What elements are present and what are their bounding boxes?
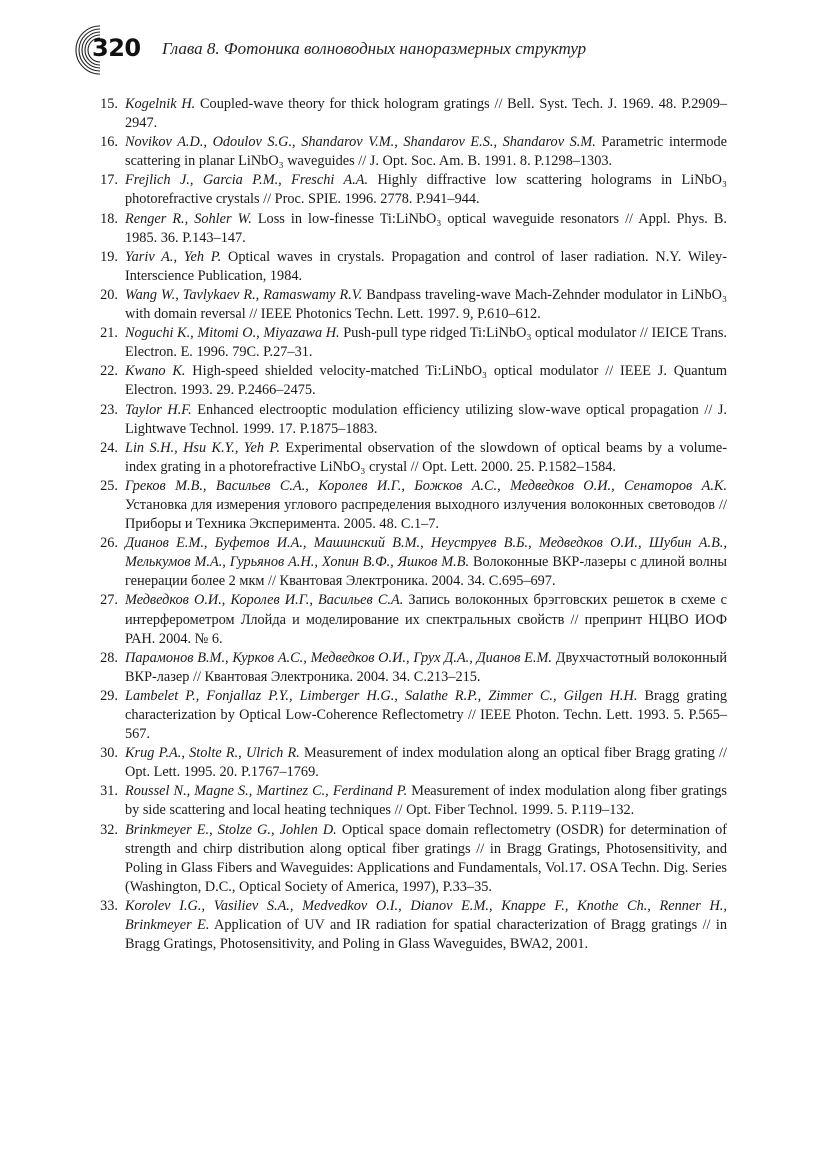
reference-text: Bandpass traveling-wave Mach-Zehnder modulator in LiNbO₃ with domain reversal // IEEE Photonics Techn. Lett. 1997. 9, P.610–612.: [125, 286, 727, 323]
reference-number: 26.: [100, 535, 118, 552]
reference-number: 18.: [100, 210, 118, 227]
reference-number: 15.: [100, 96, 118, 112]
reference-item: [92, 477, 727, 534]
reference-item: [92, 95, 727, 133]
reference-authors: Kogelnik H.: [125, 96, 196, 112]
reference-text: Coupled-wave theory for thick hologram gratings // Bell. Syst. Tech. J. 1969. 48. P.2909–2947.: [125, 96, 727, 132]
reference-number: 23.: [100, 401, 118, 418]
reference-text: Measurement of index modulation along an optical fiber Bragg grating // Opt. Lett. 1995. 20. P.1767–1769.: [125, 745, 727, 781]
reference-item: [92, 133, 727, 171]
reference-number: 24.: [100, 439, 118, 456]
reference-text: Волоконные ВКР-лазеры с длиной волны генерации более 2 мкм // Квантовая Электроника. 2004. 34. С.695–697.: [125, 554, 727, 590]
reference-item: [92, 744, 727, 782]
reference-number: 29.: [100, 687, 118, 704]
reference-number: 30.: [100, 745, 118, 762]
reference-authors: Renger R., Sohler W.: [125, 210, 252, 227]
reference-text: Measurement of index modulation along fiber gratings by side scattering and local heating techniques // Opt. Fiber Technol. 1999. 5. P.119–132.: [125, 783, 727, 819]
reference-item: [92, 248, 727, 286]
reference-authors: Медведков О.И., Королев И.Г., Васильев С.А.: [125, 592, 404, 609]
reference-authors: Yariv A., Yeh P.: [125, 248, 222, 265]
reference-text: High-speed shielded velocity-matched Ti:LiNbO₃ optical modulator // IEEE J. Quantum Electron. 1993. 29. P.2466–2475.: [125, 363, 727, 399]
reference-number: 21.: [100, 325, 118, 342]
reference-text: Application of UV and IR radiation for spatial characterization of Bragg gratings // in Bragg Gratings, Photosensitivity, and Poling in Glass Waveguides, BWA2, 2001.: [125, 917, 727, 953]
reference-authors: Novikov A.D., Odoulov S.G., Shandarov V.M., Shandarov E.S., Shandarov S.M.: [125, 134, 596, 151]
reference-text: Optical space domain reflectometry (OSDR) for determination of strength and chirp distribution along optical fiber gratings // in Bragg Gratings, Photosensitivity, and Poling in Glass Fibers and Waveguides: Applications and Fundamentals, Vol.17. OSA Techn. Dig. Series (Washington, D.C., Optical Society of America, 1997), P.33–35.: [125, 821, 728, 895]
reference-item: [92, 439, 727, 477]
reference-authors: Kwano K.: [125, 363, 186, 380]
reference-authors: Греков М.В., Васильев С.А., Королев И.Г., Божков А.С., Медведков О.И., Сенаторов А.К.: [125, 477, 727, 494]
reference-item: [92, 210, 727, 248]
reference-text: Experimental observation of the slowdown of optical beams by a volume-index grating in a photorefractive LiNbO₃ crystal // Opt. Lett. 2000. 25. P.1582–1584.: [125, 439, 728, 475]
reference-item: [92, 171, 727, 209]
reference-item: [92, 897, 727, 954]
reference-authors: Noguchi K., Mitomi O., Miyazawa H.: [125, 325, 340, 342]
reference-authors: Taylor H.F.: [125, 401, 192, 418]
reference-item: [92, 591, 727, 648]
reference-item: [92, 782, 727, 820]
running-title: Глава 8. Фотоника волноводных наноразмерных структур: [162, 39, 587, 58]
reference-authors: Парамонов В.М., Курков А.С., Медведков О.И., Грух Д.А., Дианов Е.М.: [125, 649, 552, 666]
reference-text: Запись волоконных брэгговских решеток в схеме с интерферометром Ллойда и моделирование их спектральных свойств // препринт НЦВО ИОФ РАН. 2004. № 6.: [125, 592, 728, 647]
reference-number: 22.: [100, 363, 118, 380]
reference-authors: Lin S.H., Hsu K.Y., Yeh P.: [125, 439, 280, 456]
reference-item: [92, 324, 727, 362]
reference-text: Установка для измерения углового распределения выходного излучения волоконных световодов // Приборы и Техника Эксперимента. 2005. 48. С.1–7.: [125, 496, 727, 533]
reference-list: [92, 95, 727, 954]
reference-authors: Roussel N., Magne S., Martinez C., Ferdinand P.: [125, 783, 408, 800]
reference-authors: Lambelet P., Fonjallaz P.Y., Limberger H.G., Salathe R.P., Zimmer C., Gilgen H.H.: [125, 687, 638, 704]
reference-text: Enhanced electrooptic modulation efficiency utilizing slow-wave optical propagation // J. Lightwave Technol. 1999. 17. P.1875–1883.: [125, 401, 727, 437]
reference-authors: Дианов Е.М., Буфетов И.А., Машинский В.М., Неуструев В.Б., Медведков О.И., Шубин А.В., Мелькумов М.А., Гурьянов А.Н., Хопин В.Ф., Яшков М.В.: [125, 535, 727, 571]
reference-authors: Krug P.A., Stolte R., Ulrich R.: [125, 745, 300, 762]
reference-text: Optical waves in crystals. Propagation and control of laser radiation. N.Y. Wiley-Interscience Publication, 1984.: [125, 248, 727, 284]
reference-authors: Brinkmeyer E., Stolze G., Johlen D.: [125, 821, 337, 838]
reference-authors: Korolev I.G., Vasiliev S.A., Medvedkov O.I., Dianov E.M., Knappe F., Knothe Ch., Renner H., Brinkmeyer E.: [125, 897, 727, 934]
page-header: [70, 22, 790, 78]
reference-number: 31.: [100, 783, 118, 800]
reference-text: Highly diffractive low scattering holograms in LiNbO₃ photorefractive crystals // Proc. SPIE. 1996. 2778. P.941–944.: [125, 172, 727, 208]
reference-number: 16.: [100, 134, 118, 151]
reference-item: [92, 401, 727, 439]
reference-number: 19.: [100, 248, 118, 265]
reference-number: 28.: [100, 649, 118, 666]
reference-item: [92, 534, 727, 591]
reference-number: 27.: [100, 592, 118, 609]
reference-number: 17.: [100, 172, 118, 189]
reference-text: Push-pull type ridged Ti:LiNbO₃ optical modulator // IEICE Trans. Electron. E. 1996. 79C. P.27–31.: [125, 325, 727, 361]
reference-number: 32.: [100, 821, 118, 838]
page-number: 320: [92, 34, 141, 62]
reference-item: [92, 286, 727, 324]
reference-text: Bragg grating characterization by Optical Low-Coherence Reflectometry // IEEE Photon. Techn. Lett. 1993. 5. P.565–567.: [125, 687, 727, 743]
reference-number: 25.: [100, 477, 118, 494]
reference-authors: Wang W., Tavlykaev R., Ramaswamy R.V.: [125, 286, 363, 303]
reference-authors: Frejlich J., Garcia P.M., Freschi A.A.: [125, 172, 369, 189]
reference-item: [92, 649, 727, 687]
reference-text: Loss in low-finesse Ti:LiNbO₃ optical waveguide resonators // Appl. Phys. B. 1985. 36. P.143–147.: [125, 210, 728, 246]
reference-item: [92, 821, 727, 897]
reference-item: [92, 687, 727, 744]
reference-text: Двухчастотный волоконный ВКР-лазер // Квантовая Электроника. 2004. 34. С.213–215.: [125, 649, 727, 685]
reference-item: [92, 362, 727, 400]
reference-number: 33.: [100, 897, 118, 914]
reference-text: Parametric intermode scattering in planar LiNbO₃ waveguides // J. Opt. Soc. Am. B. 1991. 8. P.1298–1303.: [125, 134, 727, 170]
reference-number: 20.: [100, 286, 118, 303]
